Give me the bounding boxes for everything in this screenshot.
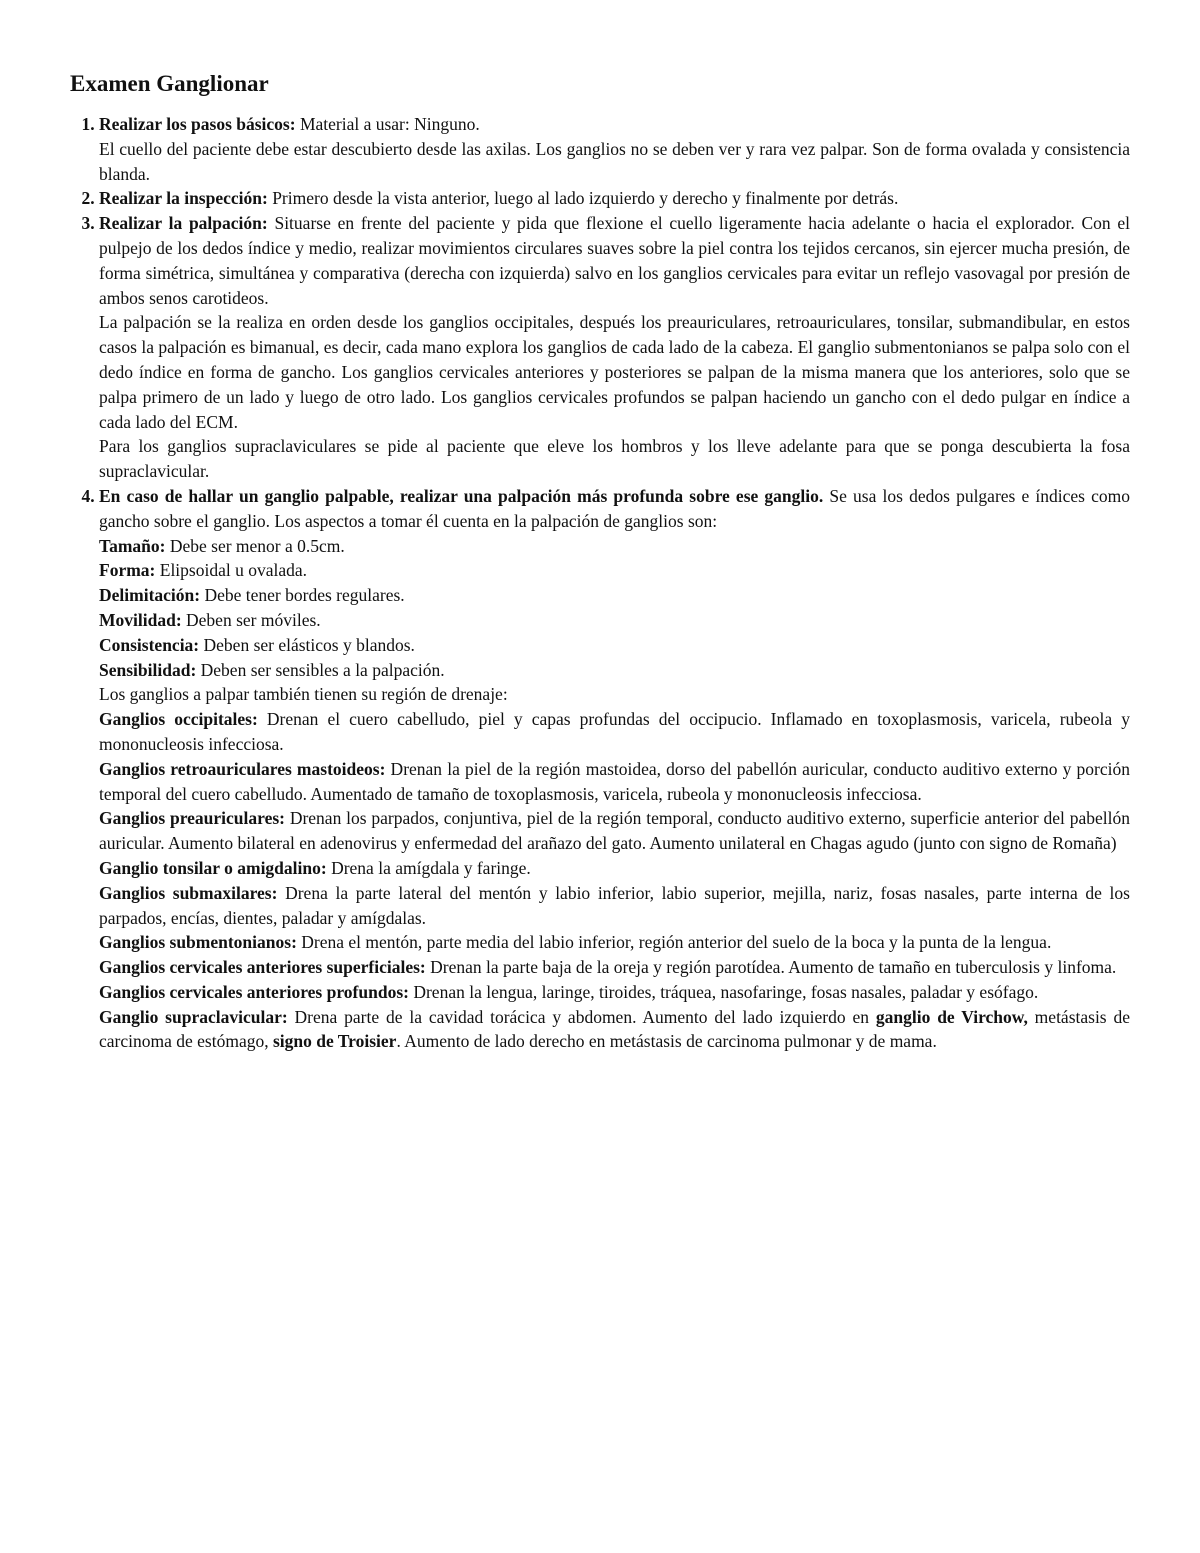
- step-body: [99, 186, 1130, 211]
- step-4: [99, 484, 1130, 1054]
- drainage-item: Ganglios cervicales anteriores superficiales: Drenan la parte baja de la oreja y región parotídea. Aumento de tamaño en tuberculosis y linfoma.: [99, 957, 1117, 978]
- supraclavicular-item: Ganglio supraclavicular: Drena parte de la cavidad torácica y abdomen. Aumento del lado izquierdo en ganglio de Virchow, metástasis de carcinoma de estómago, signo de Troisier. Aumento de lado derecho en metástasis de carcinoma pulmonar y de mama.: [99, 1006, 1130, 1052]
- step-heading: En caso de hallar un ganglio palpable, realizar una palpación más profunda sobre ese ganglio.: [99, 485, 824, 506]
- aspect-item: Tamaño: Debe ser menor a 0.5cm.: [99, 535, 345, 556]
- paragraph: La palpación se la realiza en orden desde los ganglios occipitales, después los preauriculares, retroauriculares, tonsilar, submandibular, en estos casos la palpación es bimanual, es decir, cada mano explora los ganglios de cada lado de la cabeza. El ganglio submentonianos se palpa solo con el dedo índice en forma de gancho. Los ganglios cervicales anteriores y posteriores se palpan de la misma manera que los anteriores, solo que se palpa primero de un lado y luego de otro lado. Los ganglios cervicales profundos se palpan haciendo un gancho con el dedo pulgar en índice a cada lado del ECM.: [99, 312, 1130, 432]
- drainage-label: Ganglio tonsilar o amigdalino:: [99, 857, 327, 878]
- drainage-item: Ganglio tonsilar o amigdalino: Drena la amígdala y faringe.: [99, 857, 531, 878]
- troisier-term: signo de Troisier: [272, 1031, 397, 1052]
- drainage-item: Ganglios cervicales anteriores profundos: Drenan la lengua, laringe, tiroides, tráquea, nasofaringe, fosas nasales, paladar y esófago.: [99, 981, 1039, 1002]
- drainage-label: Ganglios preauriculares:: [99, 808, 285, 829]
- aspect-item: Movilidad: Deben ser móviles.: [99, 609, 321, 630]
- paragraph: Para los ganglios supraclaviculares se pide al paciente que eleve los hombros y los lleve adelante para que se ponga descubierta la fosa supraclavicular.: [99, 436, 1130, 482]
- step-body: [99, 112, 1130, 186]
- step-text: Primero desde la vista anterior, luego al lado izquierdo y derecho y finalmente por detrás.: [267, 188, 899, 209]
- aspect-item: Consistencia: Deben ser elásticos y blandos.: [99, 634, 415, 655]
- steps-list: [70, 112, 1130, 1054]
- drainage-item: Ganglios retroauriculares mastoideos: Drenan la piel de la región mastoidea, dorso del pabellón auricular, conducto auditivo externo y porción temporal del cuero cabelludo. Aumentado de tamaño de toxoplasmosis, varicela, rubeola y mononucleosis infecciosa.: [99, 758, 1130, 804]
- step-body: [99, 211, 1130, 484]
- drainage-item: Ganglios occipitales: Drenan el cuero cabelludo, piel y capas profundas del occipucio. Inflamado en toxoplasmosis, varicela, rubeola y mononucleosis infecciosa.: [99, 709, 1130, 754]
- aspect-label: Delimitación:: [99, 585, 201, 606]
- aspect-label: Tamaño:: [99, 535, 166, 556]
- step-body: [99, 484, 1130, 1054]
- step-1: [99, 112, 1130, 186]
- step-text: Se usa los dedos pulgares e índices como gancho sobre el ganglio. Los aspectos a tomar él cuenta en la palpación de ganglios son:: [99, 485, 1131, 531]
- document-page: [70, 70, 1130, 1054]
- step-3: [99, 211, 1130, 484]
- aspect-label: Consistencia:: [99, 634, 200, 655]
- drainage-item: Ganglios submentonianos: Drena el mentón, parte media del labio inferior, región anterior del suelo de la boca y la punta de la lengua.: [99, 932, 1052, 953]
- step-2: [99, 186, 1130, 211]
- aspect-label: Movilidad:: [99, 609, 182, 630]
- aspect-item: Forma: Elipsoidal u ovalada.: [99, 560, 308, 581]
- step-heading: Realizar los pasos básicos:: [99, 114, 296, 134]
- aspect-item: Delimitación: Debe tener bordes regulares.: [99, 585, 405, 606]
- drainage-label: Ganglios cervicales anteriores superficiales:: [99, 957, 426, 978]
- drainage-label: Ganglios cervicales anteriores profundos:: [99, 981, 409, 1002]
- aspect-label: Forma:: [99, 560, 156, 581]
- step-text: Situarse en frente del paciente y pida que flexione el cuello ligeramente hacia adelante o hacia el explorador. Con el pulpejo de los dedos índice y medio, realizar movimientos circulares suaves sobre la piel contra los tejidos cercanos, sin ejercer mucha presión, de forma simétrica, simultánea y comparativa (derecha con izquierda) salvo en los ganglios cervicales para evitar un reflejo vasovagal por presión de ambos senos carotideos.: [99, 213, 1130, 308]
- drainage-item: Ganglios submaxilares: Drena la parte lateral del mentón y labio inferior, labio superior, mejilla, nariz, fosas nasales, parte interna de los parpados, encías, dientes, paladar y amígdalas.: [99, 882, 1130, 928]
- step-text: Material a usar: Ninguno.: [295, 114, 480, 134]
- step-heading: Realizar la inspección:: [99, 188, 268, 209]
- document-title: Examen Ganglionar: [70, 71, 269, 96]
- virchow-term: ganglio de Virchow,: [875, 1006, 1028, 1027]
- paragraph: El cuello del paciente debe estar descubierto desde las axilas. Los ganglios no se deben ver y rara vez palpar. Son de forma ovalada y consistencia blanda.: [99, 138, 1130, 184]
- drainage-label: Ganglios occipitales:: [99, 709, 258, 730]
- drainage-label: Ganglio supraclavicular:: [99, 1006, 288, 1027]
- drainage-intro: Los ganglios a palpar también tienen su región de drenaje:: [99, 684, 508, 705]
- aspect-label: Sensibilidad:: [99, 659, 197, 680]
- drainage-label: Ganglios submaxilares:: [99, 882, 278, 903]
- step-heading: Realizar la palpación:: [99, 213, 268, 234]
- drainage-label: Ganglios submentonianos:: [99, 932, 297, 953]
- drainage-item: Ganglios preauriculares: Drenan los parpados, conjuntiva, piel de la región temporal, conducto auditivo externo, superficie anterior del pabellón auricular. Aumento bilateral en adenovirus y enfermedad del arañazo del gato. Aumento unilateral en Chagas agudo (junto con signo de Romaña): [99, 808, 1130, 854]
- drainage-label: Ganglios retroauriculares mastoideos:: [99, 758, 386, 779]
- aspect-item: Sensibilidad: Deben ser sensibles a la palpación.: [99, 659, 445, 680]
